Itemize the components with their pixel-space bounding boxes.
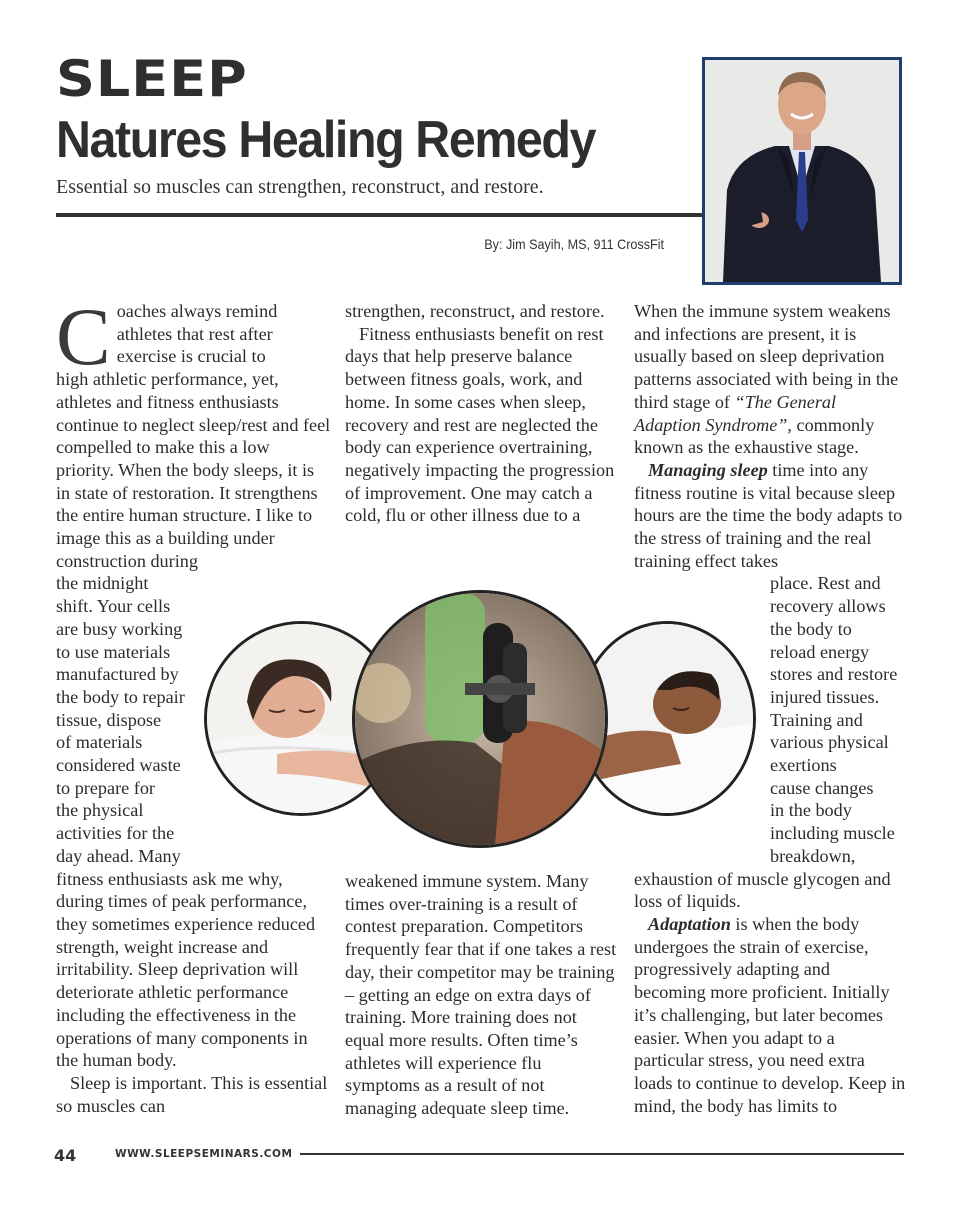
- col3-italic-term: “The General Adaption Syndrome”: [634, 391, 837, 435]
- col3-wrap-line: reload energy: [770, 641, 870, 662]
- col1-wrap-line: the physical: [56, 800, 144, 821]
- drop-cap: C: [56, 291, 111, 382]
- page-number: 44: [54, 1146, 77, 1165]
- col1-wrap-line: tissue, dispose: [56, 709, 162, 730]
- col3-text: When the immune system weakens and infections are present, it is usually based on sleep deprivation patterns associated with being in the third stage of: [634, 301, 899, 412]
- col1-wrap-line: are busy working: [56, 618, 183, 639]
- col1-wrap-line: of materials: [56, 732, 143, 753]
- author-byline: By: Jim Sayih, MS, 911 CrossFit: [484, 236, 664, 252]
- col1-paragraph-2: Sleep is important. This is essential so muscles can: [56, 1072, 328, 1116]
- page-title: Natures Healing Remedy: [56, 111, 596, 169]
- col2-paragraph-1: strengthen, reconstruct, and restore.: [345, 301, 605, 321]
- author-photo: [702, 57, 902, 285]
- article-column-2-lower: [345, 870, 620, 1120]
- col1-wrap-line: the body to repair: [56, 686, 185, 707]
- col1-wrap-line: to use materials: [56, 641, 171, 662]
- col3-wrap-line: stores and restore: [770, 664, 898, 685]
- author-portrait-illustration: [705, 60, 899, 282]
- col2-paragraph-2: Fitness enthusiasts benefit on rest days that help preserve balance between fitness goals, work, and home. In some cases when sleep, recovery and rest are neglected the body can experience overtraining, negatively impacting the progression of improvement. One may catch a cold, flu or other illness due to a: [345, 323, 615, 526]
- term-managing-sleep: Managing sleep: [648, 459, 768, 480]
- col3-wrap-line: recovery allows: [770, 596, 886, 617]
- dumbbell-illustration: [355, 593, 605, 845]
- col1-wrap-line: to prepare for: [56, 777, 155, 798]
- col3-text: , commonly known as the exhaustive stage.: [634, 414, 875, 458]
- col3-wrap-line: place. Rest and: [770, 573, 881, 594]
- footer-rule: [300, 1153, 904, 1155]
- col1-wrap-line: day ahead. Many: [56, 845, 181, 866]
- col3-wrap-line: cause changes: [770, 777, 874, 798]
- header-rule: [56, 213, 704, 217]
- col3-wrap-line: Training and: [770, 709, 863, 730]
- col3-wrap-line: breakdown,: [770, 845, 856, 866]
- col1-wrap-line: activities for the: [56, 823, 175, 844]
- kicker-title: SLEEP: [56, 50, 248, 109]
- col2-paragraph-2-continued: weakened immune system. Many times over-training is a result of contest preparation. Competitors frequently fear that if one takes a rest day, their competitor may be training – getting an edge on extra days of training. More training does not equal more results. Often time’s athletes will experience flu symptoms as a result of not managing adequate sleep time.: [345, 871, 617, 1119]
- col1-wrap-line: considered waste: [56, 755, 181, 776]
- col1-paragraph-1-continued: fitness enthusiasts ask me why, during times of peak performance, they sometimes experience reduced strength, weight increase and irritability. Sleep deprivation will deteriorate athletic performance including the effectiveness in the operations of many components in the human body.: [56, 868, 316, 1071]
- article-column-2: [345, 300, 620, 527]
- col3-text: time into any fitness routine is vital because sleep hours are the time the body adapts to the stress of training and the real training effect takes: [634, 459, 903, 571]
- col1-wrap-line: manufactured by: [56, 664, 179, 685]
- col3-wrap-line: the body to: [770, 618, 852, 639]
- dumbbell-workout-image: [352, 590, 608, 848]
- col3-paragraph-2-continued: exhaustion of muscle glycogen and loss of liquids.: [634, 868, 891, 912]
- col3-wrap-line: exertions: [770, 755, 837, 776]
- col1-wrap-line: shift. Your cells: [56, 596, 171, 617]
- col3-wrap-line: including muscle: [770, 823, 895, 844]
- col1-line: oaches always remind: [116, 301, 278, 321]
- col1-line: exercise is crucial to: [116, 346, 266, 367]
- col3-wrap-line: injured tissues.: [770, 686, 880, 707]
- term-adaptation: Adaptation: [648, 913, 731, 934]
- col1-line: athletes that rest after: [116, 323, 273, 344]
- footer-website[interactable]: WWW.SLEEPSEMINARS.COM: [115, 1148, 293, 1160]
- col3-wrap-line: various physical: [770, 732, 889, 753]
- col3-text: is when the body undergoes the strain of exercise, progressively adapting and becoming more proficient. Initially it’s challenging, but later becomes easier. When you adapt to a particular stress, you need extra loads to continue to develop. Keep in mind, the body has limits to: [634, 913, 906, 1116]
- subtitle: Essential so muscles can strengthen, reconstruct, and restore.: [56, 176, 544, 198]
- col3-wrap-line: in the body: [770, 800, 852, 821]
- col1-wrap-line: the midnight: [56, 573, 149, 594]
- col1-paragraph-1: high athletic performance, yet, athletes and fitness enthusiasts continue to neglect sleep/rest and feel compelled to make this a low priority. When the body sleeps, it is in state of restoration. It strengthens the entire human structure. I like to image this as a building under construction during: [56, 369, 331, 571]
